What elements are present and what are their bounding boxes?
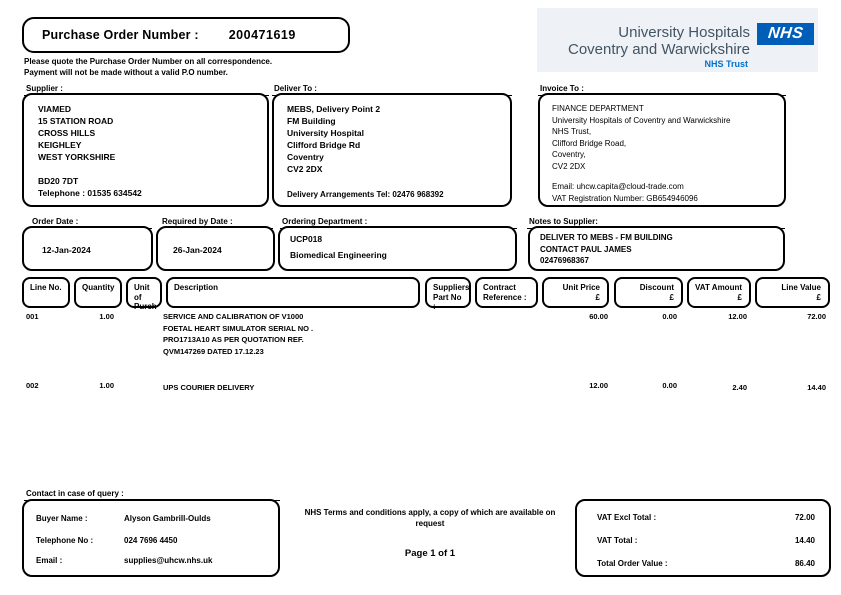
row-quantity: 1.00: [99, 381, 114, 390]
buyer-telephone-row: [36, 536, 177, 545]
invoice-address-line: FINANCE DEPARTMENT: [552, 104, 644, 113]
required-by-date-label: Required by Date :: [160, 217, 273, 229]
vat-total-value: 14.40: [794, 536, 815, 545]
nhs-logo: [757, 23, 814, 45]
row-discount: 0.00: [662, 381, 677, 390]
supplier-postcode: BD20 7DT: [38, 176, 79, 186]
delivery-arrangements-tel: Delivery Arrangements Tel: 02476 968392: [287, 190, 444, 199]
row-description: [163, 311, 421, 357]
deliver-address-line: Coventry: [287, 152, 324, 162]
header-discount-text: Discount: [639, 283, 674, 292]
invoice-to-label: Invoice To :: [538, 84, 786, 96]
header-unit-price: [542, 277, 609, 308]
row-line-no: 002: [26, 381, 39, 390]
header-unit-of-purch: Unit of Purch: [126, 277, 162, 308]
invoice-address-line: University Hospitals of Coventry and Warwickshire: [552, 115, 731, 125]
supplier-address-line: 15 STATION ROAD: [38, 116, 114, 126]
invoice-to-address-box: [538, 93, 786, 207]
deliver-address-line: University Hospital: [287, 128, 364, 138]
row-unit-price: 12.00: [589, 381, 608, 390]
totals-box: [575, 499, 831, 577]
total-order-value-label: Total Order Value :: [597, 559, 668, 568]
buyer-name-label: Buyer Name :: [36, 514, 88, 523]
notes-to-supplier-box: [528, 226, 785, 271]
currency-symbol: £: [669, 292, 674, 302]
contact-query-label: Contact in case of query :: [24, 489, 280, 501]
header-discount: [614, 277, 683, 308]
po-number-box: [22, 17, 350, 53]
supplier-address-box: [22, 93, 269, 207]
header-contract-reference: Contract Reference :: [475, 277, 538, 308]
supplier-address-line: KEIGHLEY: [38, 140, 82, 150]
notes-contact-phone: 02476968367: [540, 256, 589, 265]
supplier-address-line: WEST YORKSHIRE: [38, 152, 116, 162]
order-date-value: 12-Jan-2024: [42, 245, 91, 255]
row-line-no: 001: [26, 312, 39, 321]
po-number-label: Purchase Order Number :: [42, 28, 199, 42]
supplier-address-line: CROSS HILLS: [38, 128, 96, 138]
terms-and-conditions-text: NHS Terms and conditions apply, a copy of which are available on request: [304, 508, 556, 528]
row-discount: 0.00: [662, 312, 677, 321]
deliver-postcode: CV2 2DX: [287, 164, 323, 174]
buyer-email-label: Email :: [36, 556, 63, 565]
row-vat-amount: 2.40: [732, 383, 747, 392]
header-line-no: Line No.: [22, 277, 70, 308]
description-line: UPS COURIER DELIVERY: [163, 383, 255, 392]
row-vat-amount: 12.00: [728, 312, 747, 321]
vat-total-label: VAT Total :: [597, 536, 638, 545]
currency-symbol: £: [595, 292, 600, 302]
invoice-address-line: Clifford Bridge Road,: [552, 138, 627, 148]
invoice-postcode: CV2 2DX: [552, 161, 586, 171]
invoice-address-line: Coventry,: [552, 150, 586, 159]
notes-to-supplier-label: Notes to Supplier:: [527, 217, 785, 229]
header-quantity: Quantity: [74, 277, 122, 308]
row-unit-price: 60.00: [589, 312, 608, 321]
vat-excl-total-value: 72.00: [794, 513, 815, 522]
description-line: SERVICE AND CALIBRATION OF V1000: [163, 312, 304, 321]
required-by-date-box: [156, 226, 275, 271]
currency-symbol: £: [737, 292, 742, 302]
ordering-department-label: Ordering Department :: [280, 217, 517, 229]
order-date-label: Order Date :: [30, 217, 152, 229]
nhs-trust-label: NHS Trust: [704, 59, 748, 69]
vat-excl-total-label: VAT Excl Total :: [597, 513, 657, 522]
total-order-value: 86.40: [794, 559, 815, 568]
row-line-value: 14.40: [807, 383, 826, 392]
header-vat-amount: [687, 277, 751, 308]
currency-symbol: £: [816, 292, 821, 302]
invoice-address-line: NHS Trust,: [552, 127, 592, 136]
ordering-department-box: [278, 226, 517, 271]
header-description: Description: [166, 277, 420, 308]
ordering-department-code: UCP018: [290, 234, 323, 244]
supplier-telephone: Telephone : 01535 634542: [38, 188, 142, 198]
deliver-address-line: Clifford Bridge Rd: [287, 140, 361, 150]
deliver-to-label: Deliver To :: [272, 84, 512, 96]
deliver-address-line: MEBS, Delivery Point 2: [287, 104, 381, 114]
supplier-label: Supplier :: [24, 84, 269, 96]
po-number-value: 200471619: [228, 28, 296, 42]
buyer-telephone-value: 024 7696 4450: [124, 536, 178, 545]
buyer-telephone-label: Telephone No :: [36, 536, 94, 545]
required-by-date-value: 26-Jan-2024: [173, 245, 222, 255]
row-quantity: 1.00: [99, 312, 114, 321]
header-line-value-text: Line Value: [781, 283, 821, 292]
buyer-name-value: Alyson Gambrill-Oulds: [124, 514, 211, 523]
po-note-line1: Please quote the Purchase Order Number on all correspondence.: [24, 57, 273, 66]
order-date-box: [22, 226, 153, 271]
header-vat-amount-text: VAT Amount: [695, 283, 742, 292]
buyer-email-row: [36, 556, 212, 565]
description-line: PRO1713A10 AS PER QUOTATION REF.: [163, 335, 304, 344]
trust-name-line2: Coventry and Warwickshire: [568, 41, 750, 58]
deliver-to-address-box: [272, 93, 512, 207]
description-line: QVM147269 DATED 17.12.23: [163, 346, 264, 356]
contact-query-box: [22, 499, 280, 577]
page-number: Page 1 of 1: [404, 548, 456, 559]
invoice-email: Email: uhcw.capita@cloud-trade.com: [552, 182, 684, 191]
header-suppliers-part-no: Suppliers Part No :: [425, 277, 471, 308]
po-note-line2: Payment will not be made without a valid P.O number.: [24, 67, 228, 77]
nhs-logo-text: NHS: [767, 25, 805, 42]
ordering-department-name: Biomedical Engineering: [290, 250, 387, 260]
supplier-name: VIAMED: [38, 104, 72, 114]
row-description: [163, 382, 421, 394]
notes-line: DELIVER TO MEBS - FM BUILDING: [540, 233, 673, 242]
buyer-name-row: [36, 514, 211, 523]
buyer-email-value: supplies@uhcw.nhs.uk: [124, 556, 213, 565]
header-line-value: [755, 277, 830, 308]
deliver-address-line: FM Building: [287, 116, 336, 126]
trust-name-line1: University Hospitals: [618, 24, 750, 41]
row-line-value: 72.00: [807, 312, 826, 321]
vat-registration-number: VAT Registration Number: GB654946096: [552, 193, 698, 203]
header-unit-price-text: Unit Price: [562, 283, 600, 292]
description-line: FOETAL HEART SIMULATOR SERIAL NO .: [163, 323, 314, 333]
po-correspondence-note: [24, 57, 272, 78]
notes-line: CONTACT PAUL JAMES: [540, 244, 632, 254]
